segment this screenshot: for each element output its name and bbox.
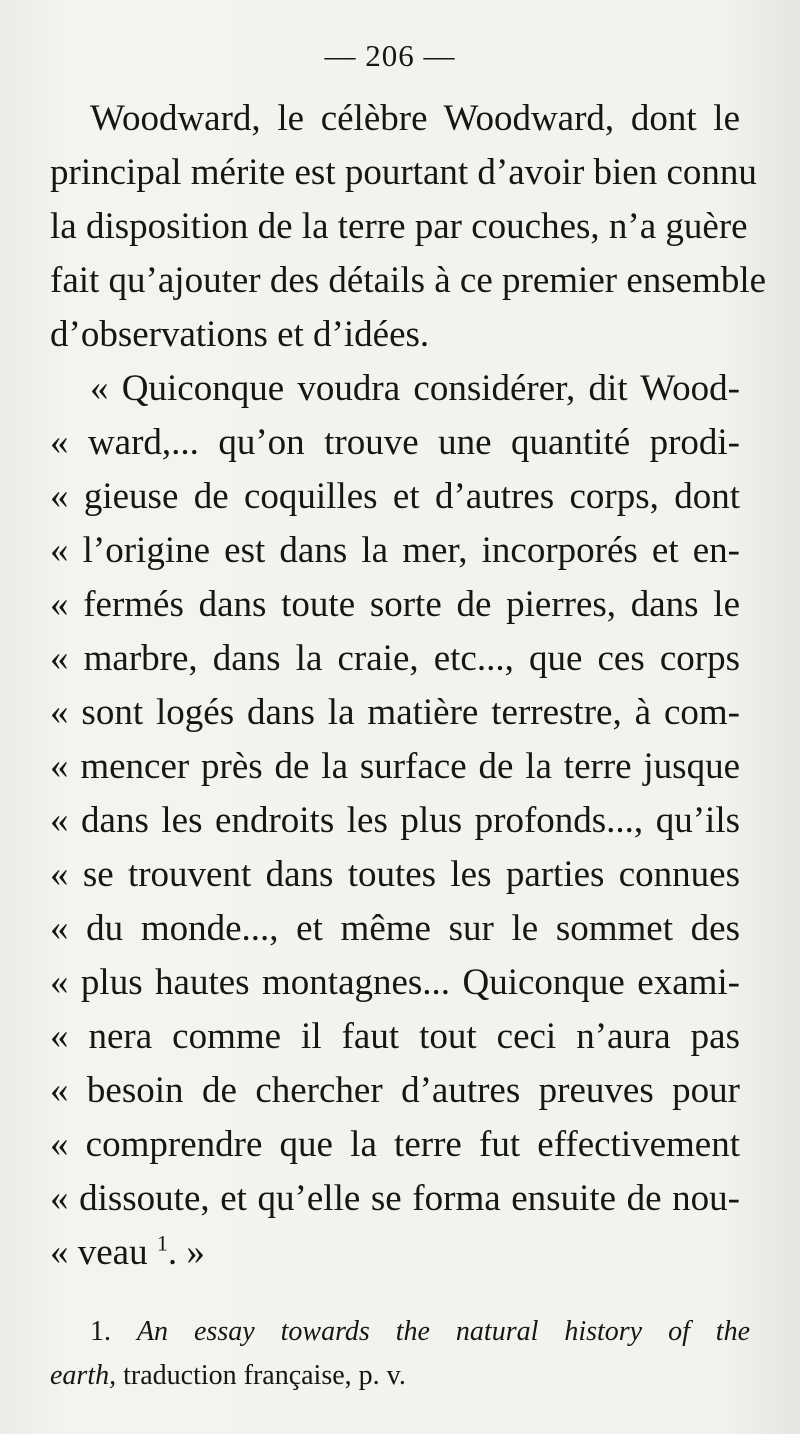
page-number: — 206 —	[324, 38, 456, 73]
quote-final-end: . »	[167, 1232, 205, 1273]
quote-line: « nera comme il faut tout ceci n’aura pas	[50, 1016, 740, 1057]
quote-line: « mencer près de la surface de la terre jusque	[50, 746, 740, 787]
quote-line: « fermés dans toute sorte de pierres, dans le	[50, 584, 740, 625]
footnote-rest: traduction française, p. v.	[123, 1360, 406, 1391]
text-line: Woodward, le célèbre Woodward, dont le	[90, 98, 740, 139]
quote-line: « besoin de chercher d’autres preuves pour	[50, 1070, 740, 1111]
main-text	[50, 92, 767, 1280]
quote-line: « comprendre que la terre fut effectivement	[50, 1124, 740, 1165]
quote-line: « du monde..., et même sur le sommet des	[50, 908, 740, 949]
text-line: principal mérite est pourtant d’avoir bien connu	[50, 152, 757, 193]
quote-line: « dissoute, et qu’elle se forma ensuite de nou-	[50, 1178, 740, 1219]
quote-line: « marbre, dans la craie, etc..., que ces corps	[50, 638, 740, 679]
quote-final-line	[50, 1226, 740, 1280]
quote-line: « ward,... qu’on trouve une quantité prodi-	[50, 422, 740, 463]
footnote-marker[interactable]: 1	[156, 1230, 168, 1256]
quote-line: « Quiconque voudra considérer, dit Wood-	[90, 368, 740, 409]
text-line: d’observations et d’idées.	[50, 314, 430, 355]
footnote	[50, 1310, 750, 1398]
footnote-title-cont: earth,	[50, 1360, 117, 1391]
quote-final-text: « veau	[50, 1232, 148, 1273]
quote-line: « sont logés dans la matière terrestre, à com-	[50, 692, 740, 733]
quote-line: « gieuse de coquilles et d’autres corps, dont	[50, 476, 740, 517]
footnote-number: 1.	[90, 1316, 111, 1347]
quote-line: « se trouvent dans toutes les parties connues	[50, 854, 740, 895]
quote-line: « dans les endroits les plus profonds..., qu’ils	[50, 800, 740, 841]
text-line: la disposition de la terre par couches, n’a guère	[50, 206, 748, 247]
quote-line: « l’origine est dans la mer, incorporés et en-	[50, 530, 740, 571]
footnote-title: An essay towards the natural history of the	[136, 1316, 750, 1347]
text-line: fait qu’ajouter des détails à ce premier ensemble	[50, 260, 767, 301]
quote-line: « plus hautes montagnes... Quiconque exami-	[50, 962, 740, 1003]
footnote-line	[50, 1310, 750, 1354]
footnote-line	[50, 1354, 750, 1398]
